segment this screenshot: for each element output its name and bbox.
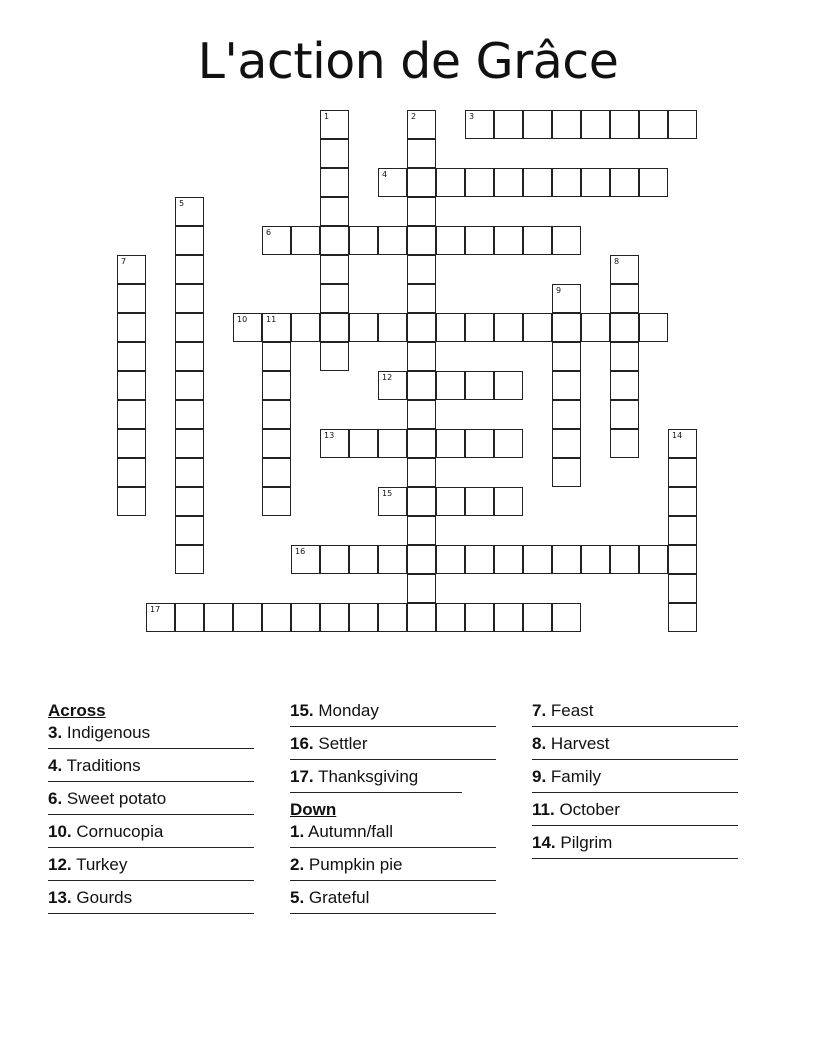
grid-cell[interactable]	[407, 284, 436, 313]
clue-number: 9.	[532, 767, 547, 786]
page-title: L'action de Grâce	[197, 33, 619, 90]
grid-cell[interactable]	[552, 110, 581, 139]
clue-number-label: 5	[179, 199, 185, 208]
grid-cell[interactable]	[465, 371, 494, 400]
grid-cell[interactable]	[349, 226, 378, 255]
grid-cell[interactable]	[465, 545, 494, 574]
grid-cell[interactable]	[320, 545, 349, 574]
clue-number-label: 8	[614, 257, 620, 266]
grid-cell[interactable]	[175, 313, 204, 342]
clue-text: Family	[550, 767, 601, 786]
grid-cell[interactable]	[436, 168, 465, 197]
grid-cell[interactable]	[639, 168, 668, 197]
grid-cell[interactable]	[668, 458, 697, 487]
grid-cell[interactable]	[465, 487, 494, 516]
grid-cell[interactable]	[117, 371, 146, 400]
grid-cell[interactable]	[610, 168, 639, 197]
grid-cell[interactable]	[610, 313, 639, 342]
grid-cell[interactable]	[610, 284, 639, 313]
grid-cell[interactable]	[610, 545, 639, 574]
clue-text: Monday	[318, 701, 379, 720]
grid-cell[interactable]	[320, 603, 349, 632]
clue-text: Grateful	[308, 888, 370, 907]
grid-cell[interactable]	[407, 545, 436, 574]
clue-down-5	[290, 887, 500, 914]
clue-number: 8.	[532, 734, 547, 753]
clue-number-label: 12	[382, 373, 393, 382]
clue-number: 15.	[290, 701, 314, 720]
grid-cell[interactable]	[175, 487, 204, 516]
clue-across-15	[290, 700, 500, 727]
grid-cell[interactable]	[175, 226, 204, 255]
grid-cell[interactable]	[407, 574, 436, 603]
clue-number: 6.	[48, 789, 63, 808]
grid-cell[interactable]	[175, 545, 204, 574]
grid-cell[interactable]	[320, 226, 349, 255]
grid-cell[interactable]	[610, 429, 639, 458]
grid-cell[interactable]	[436, 313, 465, 342]
grid-cell[interactable]	[668, 110, 697, 139]
clue-text: Gourds	[76, 888, 133, 907]
answer-line[interactable]	[48, 843, 254, 848]
clue-text: Cornucopia	[76, 822, 164, 841]
grid-cell[interactable]	[320, 342, 349, 371]
grid-cell[interactable]	[639, 110, 668, 139]
grid-cell[interactable]	[175, 371, 204, 400]
clue-across-17	[290, 766, 500, 793]
grid-cell[interactable]	[523, 603, 552, 632]
grid-cell[interactable]	[175, 429, 204, 458]
grid-cell[interactable]	[465, 313, 494, 342]
clue-across-16	[290, 733, 500, 760]
grid-cell[interactable]	[639, 313, 668, 342]
grid-cell[interactable]	[291, 226, 320, 255]
grid-cell[interactable]	[262, 400, 291, 429]
grid-cell[interactable]	[668, 574, 697, 603]
across-heading: Across	[48, 701, 106, 720]
grid-cell[interactable]	[494, 168, 523, 197]
grid-cell[interactable]	[552, 342, 581, 371]
grid-cell[interactable]	[552, 168, 581, 197]
clue-text: Autumn/fall	[307, 822, 394, 841]
grid-cell[interactable]	[262, 342, 291, 371]
grid-cell[interactable]	[320, 313, 349, 342]
grid-cell[interactable]	[117, 429, 146, 458]
grid-cell[interactable]	[407, 197, 436, 226]
grid-cell[interactable]	[494, 371, 523, 400]
clue-number-label: 17	[150, 605, 161, 614]
grid-cell[interactable]	[668, 487, 697, 516]
clue-down-9	[532, 766, 742, 793]
clue-text: Settler	[318, 734, 368, 753]
grid-cell[interactable]	[523, 110, 552, 139]
grid-cell[interactable]	[378, 226, 407, 255]
clue-number-label: 4	[382, 170, 388, 179]
grid-cell[interactable]	[117, 487, 146, 516]
clue-down-11	[532, 799, 742, 826]
grid-cell[interactable]	[436, 545, 465, 574]
answer-line[interactable]	[290, 755, 496, 760]
clue-down-2	[290, 854, 500, 881]
clue-number: 14.	[532, 833, 556, 852]
clue-number: 3.	[48, 723, 63, 742]
clue-number-label: 6	[266, 228, 272, 237]
grid-cell[interactable]	[494, 429, 523, 458]
grid-cell[interactable]	[204, 603, 233, 632]
grid-cell[interactable]	[175, 516, 204, 545]
grid-cell[interactable]	[581, 110, 610, 139]
grid-cell[interactable]	[320, 255, 349, 284]
grid-cell[interactable]	[436, 487, 465, 516]
grid-cell[interactable]	[378, 313, 407, 342]
clue-number-label: 14	[672, 431, 683, 440]
grid-cell[interactable]	[175, 255, 204, 284]
clue-text: Thanksgiving	[318, 767, 419, 786]
clue-number-label: 3	[469, 112, 475, 121]
answer-line[interactable]	[290, 876, 496, 881]
clue-number-label: 13	[324, 431, 335, 440]
clue-number: 17.	[290, 767, 314, 786]
grid-cell[interactable]	[552, 545, 581, 574]
answer-line[interactable]	[290, 909, 496, 914]
grid-cell[interactable]	[668, 545, 697, 574]
clue-number-label: 16	[295, 547, 306, 556]
grid-cell[interactable]	[175, 342, 204, 371]
answer-line[interactable]	[48, 810, 254, 815]
answer-line[interactable]	[48, 876, 254, 881]
clue-text: Traditions	[66, 756, 141, 775]
grid-cell[interactable]	[668, 516, 697, 545]
grid-cell[interactable]	[436, 603, 465, 632]
grid-cell[interactable]	[320, 197, 349, 226]
answer-line[interactable]	[532, 755, 738, 760]
grid-cell[interactable]	[175, 400, 204, 429]
clue-down-7	[532, 700, 742, 727]
grid-cell[interactable]	[378, 603, 407, 632]
grid-cell[interactable]	[552, 226, 581, 255]
grid-cell[interactable]	[465, 603, 494, 632]
grid-cell[interactable]	[320, 139, 349, 168]
answer-line[interactable]	[532, 788, 738, 793]
grid-cell[interactable]	[523, 226, 552, 255]
clue-text: October	[559, 800, 620, 819]
clue-number: 2.	[290, 855, 305, 874]
answer-line[interactable]	[48, 777, 254, 782]
grid-cell[interactable]	[117, 400, 146, 429]
clue-text: Pilgrim	[560, 833, 613, 852]
grid-cell[interactable]	[552, 603, 581, 632]
grid-cell[interactable]	[407, 429, 436, 458]
clue-number: 11.	[532, 800, 555, 819]
grid-cell[interactable]	[407, 487, 436, 516]
grid-cell[interactable]	[407, 458, 436, 487]
clue-text: Pumpkin pie	[308, 855, 403, 874]
answer-line[interactable]	[290, 843, 496, 848]
down-heading: Down	[290, 800, 337, 819]
grid-cell[interactable]	[494, 313, 523, 342]
grid-cell[interactable]	[552, 313, 581, 342]
clue-across-6	[48, 788, 258, 815]
grid-cell[interactable]	[117, 342, 146, 371]
clue-down-8	[532, 733, 742, 760]
grid-cell[interactable]	[262, 487, 291, 516]
grid-cell[interactable]	[581, 313, 610, 342]
grid-cell[interactable]	[436, 226, 465, 255]
grid-cell[interactable]	[668, 603, 697, 632]
grid-cell[interactable]	[262, 603, 291, 632]
clue-number: 12.	[48, 855, 72, 874]
clues-column-3	[532, 700, 742, 865]
clue-number: 5.	[290, 888, 305, 907]
clue-number: 4.	[48, 756, 63, 775]
grid-cell[interactable]	[349, 313, 378, 342]
clue-text: Harvest	[550, 734, 610, 753]
grid-cell[interactable]	[523, 545, 552, 574]
grid-cell[interactable]	[117, 284, 146, 313]
clue-text: Turkey	[76, 855, 128, 874]
grid-cell[interactable]	[291, 313, 320, 342]
answer-line[interactable]	[290, 788, 462, 793]
clue-number-label: 15	[382, 489, 393, 498]
answer-line[interactable]	[532, 821, 738, 826]
answer-line[interactable]	[532, 722, 738, 727]
clue-number-label: 11	[266, 315, 277, 324]
answer-line[interactable]	[290, 722, 496, 727]
clue-across-4	[48, 755, 258, 782]
clue-number: 16.	[290, 734, 314, 753]
grid-cell[interactable]	[639, 545, 668, 574]
clue-number-label: 2	[411, 112, 417, 121]
grid-cell[interactable]	[523, 168, 552, 197]
grid-cell[interactable]	[349, 603, 378, 632]
clue-number-label: 9	[556, 286, 562, 295]
clue-text: Feast	[550, 701, 594, 720]
answer-line[interactable]	[48, 744, 254, 749]
clue-down-14	[532, 832, 742, 859]
clue-across-12	[48, 854, 258, 881]
grid-cell[interactable]	[552, 371, 581, 400]
clue-text: Sweet potato	[66, 789, 167, 808]
grid-cell[interactable]	[262, 371, 291, 400]
grid-cell[interactable]	[378, 545, 407, 574]
clue-across-10	[48, 821, 258, 848]
grid-cell[interactable]	[407, 342, 436, 371]
clue-down-1	[290, 821, 500, 848]
grid-cell[interactable]	[407, 168, 436, 197]
grid-cell[interactable]	[436, 371, 465, 400]
grid-cell[interactable]	[610, 342, 639, 371]
grid-cell[interactable]	[233, 603, 262, 632]
answer-line[interactable]	[48, 909, 254, 914]
clue-across-13	[48, 887, 258, 914]
grid-cell[interactable]	[349, 545, 378, 574]
grid-cell[interactable]	[175, 458, 204, 487]
clue-number: 13.	[48, 888, 72, 907]
clue-number: 7.	[532, 701, 547, 720]
grid-cell[interactable]	[552, 429, 581, 458]
grid-cell[interactable]	[523, 313, 552, 342]
grid-cell[interactable]	[175, 603, 204, 632]
grid-cell[interactable]	[407, 400, 436, 429]
grid-cell[interactable]	[262, 429, 291, 458]
grid-cell[interactable]	[465, 168, 494, 197]
answer-line[interactable]	[532, 854, 738, 859]
grid-cell[interactable]	[581, 168, 610, 197]
grid-cell[interactable]	[552, 400, 581, 429]
grid-cell[interactable]	[494, 487, 523, 516]
grid-cell[interactable]	[407, 139, 436, 168]
grid-cell[interactable]	[436, 429, 465, 458]
grid-cell[interactable]	[407, 371, 436, 400]
grid-cell[interactable]	[291, 603, 320, 632]
clue-number-label: 10	[237, 315, 248, 324]
clue-number-label: 1	[324, 112, 330, 121]
grid-cell[interactable]	[610, 400, 639, 429]
grid-cell[interactable]	[349, 429, 378, 458]
grid-cell[interactable]	[610, 110, 639, 139]
grid-cell[interactable]	[175, 284, 204, 313]
grid-cell[interactable]	[262, 458, 291, 487]
grid-cell[interactable]	[407, 226, 436, 255]
clue-number: 1.	[290, 822, 305, 841]
grid-cell[interactable]	[465, 226, 494, 255]
grid-cell[interactable]	[494, 603, 523, 632]
grid-cell[interactable]	[378, 429, 407, 458]
grid-cell[interactable]	[552, 458, 581, 487]
grid-cell[interactable]	[494, 226, 523, 255]
grid-cell[interactable]	[610, 371, 639, 400]
grid-cell[interactable]	[117, 313, 146, 342]
grid-cell[interactable]	[407, 313, 436, 342]
grid-cell[interactable]	[494, 545, 523, 574]
grid-cell[interactable]	[320, 284, 349, 313]
grid-cell[interactable]	[581, 545, 610, 574]
clues-column-1	[48, 700, 258, 920]
grid-cell[interactable]	[117, 458, 146, 487]
clue-number: 10.	[48, 822, 72, 841]
grid-cell[interactable]	[407, 255, 436, 284]
clue-across-3	[48, 722, 258, 749]
grid-cell[interactable]	[407, 516, 436, 545]
grid-cell[interactable]	[407, 603, 436, 632]
grid-cell[interactable]	[320, 168, 349, 197]
grid-cell[interactable]	[494, 110, 523, 139]
clue-number-label: 7	[121, 257, 127, 266]
clue-text: Indigenous	[66, 723, 151, 742]
clues-column-2	[290, 700, 500, 920]
grid-cell[interactable]	[465, 429, 494, 458]
